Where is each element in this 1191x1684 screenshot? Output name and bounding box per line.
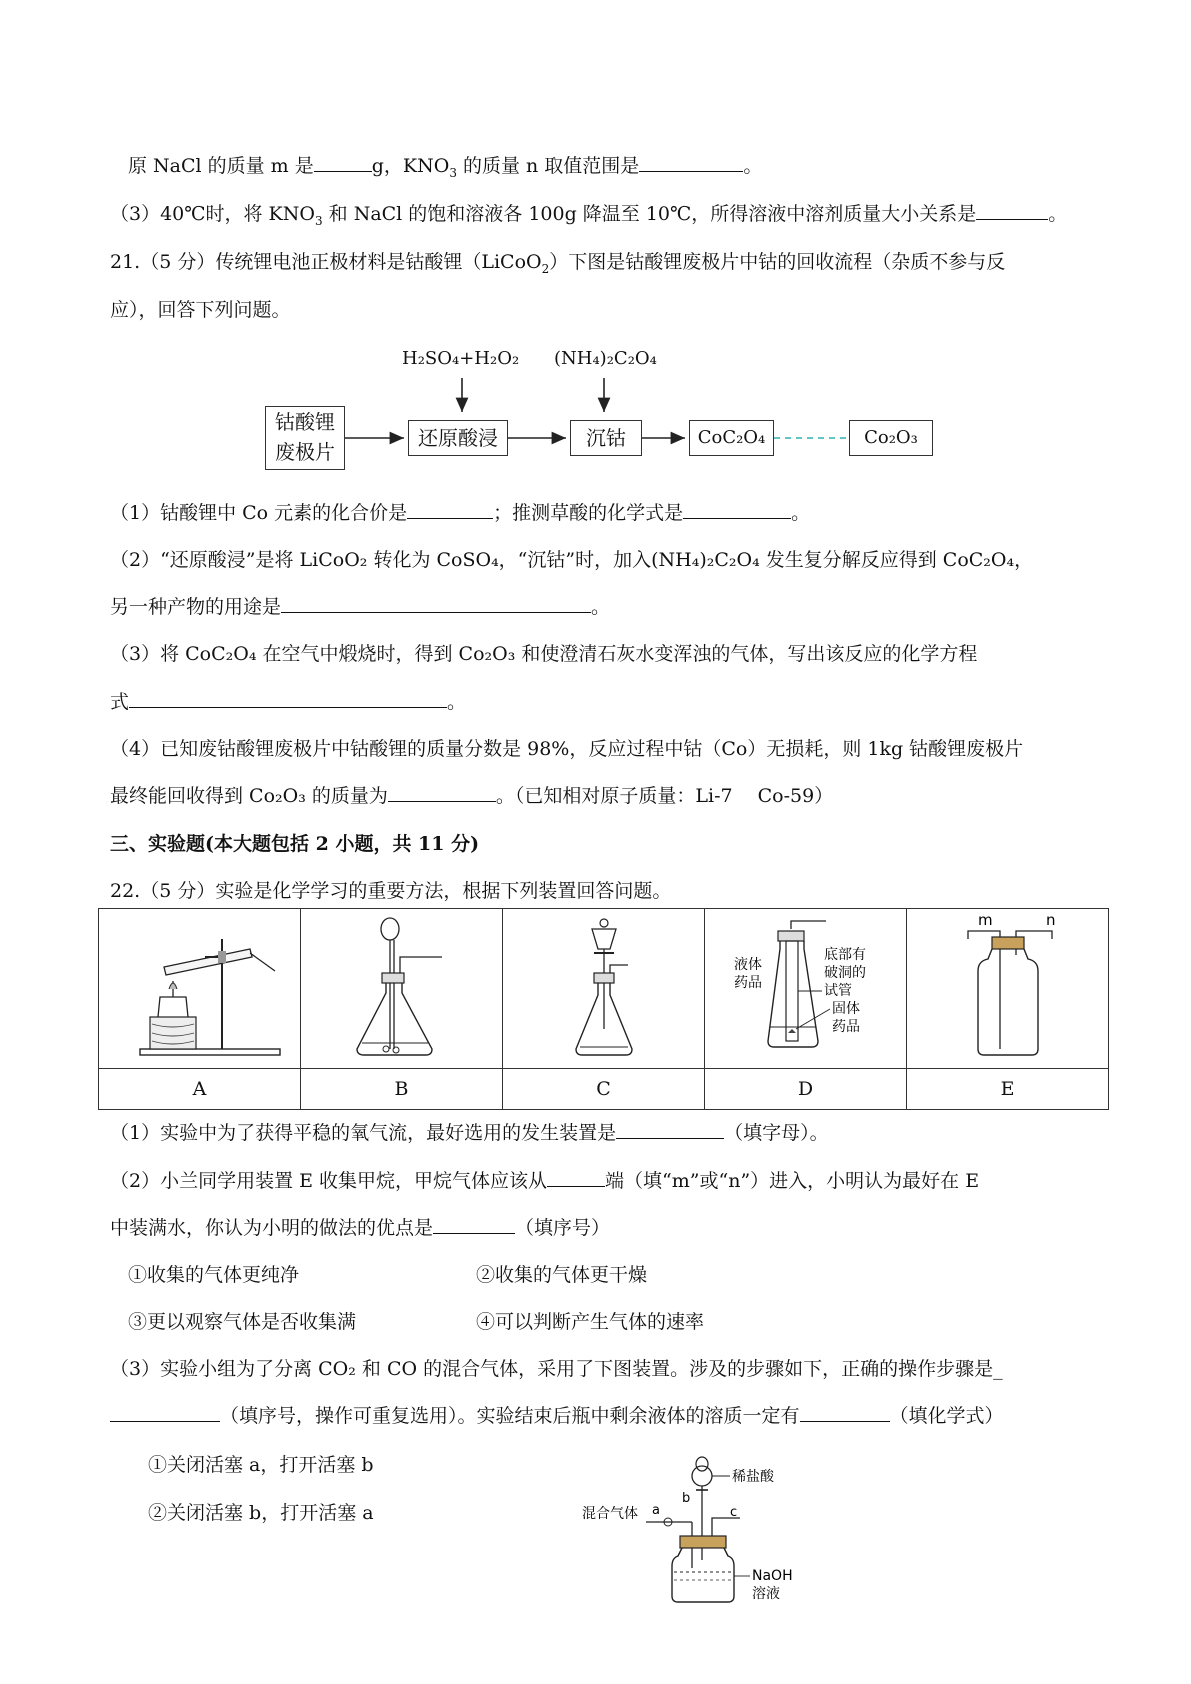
label-a: A bbox=[99, 1069, 301, 1110]
label-reagent: 药品 bbox=[734, 975, 762, 991]
text: 最终能回收得到 Co₂O₃ 的质量为 bbox=[110, 785, 388, 807]
label-outlet-c: c bbox=[730, 1505, 738, 1520]
port-m-label: m bbox=[978, 911, 993, 929]
box-label: 钴酸锂 bbox=[275, 410, 335, 434]
box-waste-electrode bbox=[265, 406, 345, 470]
q22-part-2a bbox=[110, 1168, 979, 1194]
q22-part-3b bbox=[110, 1403, 1004, 1429]
q22-part-1 bbox=[110, 1120, 829, 1146]
text: 。 bbox=[791, 502, 811, 524]
label-tube: 试管 bbox=[824, 983, 852, 999]
label-mixed-gas: 混合气体 bbox=[582, 1506, 638, 1522]
reagent-h2so4-h2o2: H₂SO₄+H₂O₂ bbox=[402, 348, 520, 369]
box-coc2o4: CoC₂O₄ bbox=[689, 420, 774, 456]
text: （填化学式） bbox=[889, 1405, 1004, 1427]
text: （1）钴酸锂中 Co 元素的化合价是 bbox=[110, 502, 408, 524]
label-naoh: NaOH bbox=[752, 1568, 793, 1584]
apparatus-c-cell[interactable] bbox=[503, 909, 705, 1069]
label-hole: 破洞的 bbox=[824, 965, 866, 981]
apparatus-b-cell[interactable] bbox=[301, 909, 503, 1069]
answer-blank[interactable] bbox=[616, 1120, 724, 1139]
label-c: C bbox=[503, 1069, 705, 1110]
label-dilute-hcl: 稀盐酸 bbox=[732, 1469, 774, 1485]
label-e: E bbox=[907, 1069, 1109, 1110]
label-liquid: 液体 bbox=[734, 957, 762, 973]
option-2: ②收集的气体更干燥 bbox=[476, 1264, 648, 1286]
label-bottom: 底部有 bbox=[824, 947, 866, 963]
text: 端（填“m”或“n”）进入，小明认为最好在 E bbox=[605, 1170, 980, 1192]
box-co2o3: Co₂O₃ bbox=[849, 420, 933, 456]
option-4: ④可以判断产生气体的速率 bbox=[476, 1311, 705, 1333]
q22-intro: 22.（5 分）实验是化学学习的重要方法，根据下列装置回答问题。 bbox=[110, 880, 672, 902]
text: 。 bbox=[1048, 203, 1068, 225]
q21-intro-2: 应），回答下列问题。 bbox=[110, 299, 291, 321]
label-solid: 固体 bbox=[832, 1001, 860, 1017]
text: 。 bbox=[591, 596, 611, 618]
text: 的质量 n 取值范围是 bbox=[456, 155, 640, 177]
label-valve-a: a bbox=[652, 1503, 660, 1518]
port-n-label: n bbox=[1046, 911, 1056, 929]
q21-part-4b bbox=[110, 783, 833, 809]
apparatus-table bbox=[98, 908, 1109, 1110]
text: （3）40℃时，将 KNO bbox=[110, 203, 315, 225]
apparatus-c-separatory-funnel-flask bbox=[504, 909, 703, 1063]
label-reagent-2: 药品 bbox=[832, 1019, 860, 1035]
box-label: 废极片 bbox=[275, 440, 335, 464]
text: （填序号，操作可重复选用）。实验结束后瓶中剩余液体的溶质一定有 bbox=[220, 1405, 800, 1427]
answer-blank[interactable] bbox=[547, 1168, 605, 1187]
section-3-heading: 三、实验题(本大题包括 2 小题，共 11 分) bbox=[110, 833, 480, 855]
text: 中装满水，你认为小明的做法的优点是 bbox=[110, 1217, 434, 1239]
label-solution: 溶液 bbox=[752, 1586, 780, 1602]
label-b: B bbox=[301, 1069, 503, 1110]
text: 。 bbox=[743, 155, 763, 177]
answer-blank[interactable] bbox=[129, 689, 447, 708]
step-2: ②关闭活塞 b，打开活塞 a bbox=[148, 1502, 374, 1524]
text: g，KNO bbox=[371, 155, 450, 177]
apparatus-a-cell[interactable] bbox=[99, 909, 301, 1069]
text: ）下图是钴酸锂废极片中钴的回收流程（杂质不参与反 bbox=[549, 251, 1006, 273]
apparatus-e-gas-bottle bbox=[908, 909, 1107, 1063]
subscript: 3 bbox=[314, 213, 323, 228]
text: 。（已知相对原子质量：Li-7 Co-59） bbox=[495, 785, 834, 807]
text: 和 NaCl 的饱和溶液各 100g 降温至 10℃，所得溶液中溶剂质量大小关系是 bbox=[322, 203, 977, 225]
text: 式 bbox=[110, 691, 130, 713]
gas-separation-figure bbox=[570, 1456, 810, 1606]
answer-blank[interactable] bbox=[433, 1215, 515, 1234]
apparatus-b-long-funnel-flask bbox=[302, 909, 501, 1063]
label-d: D bbox=[705, 1069, 907, 1110]
answer-blank[interactable] bbox=[683, 500, 791, 519]
answer-blank[interactable] bbox=[281, 594, 591, 613]
label-valve-b: b bbox=[682, 1491, 691, 1506]
text: 。 bbox=[447, 691, 467, 713]
apparatus-e-cell[interactable] bbox=[907, 909, 1109, 1069]
q21-part-2b bbox=[110, 594, 610, 620]
q21-part-3b bbox=[110, 689, 466, 715]
apparatus-a-heating-tube bbox=[100, 909, 299, 1063]
box-reductive-acid-leach: 还原酸浸 bbox=[408, 420, 508, 456]
text: （填序号） bbox=[515, 1217, 611, 1239]
q22-part-2b bbox=[110, 1215, 610, 1241]
text: （填字母）。 bbox=[724, 1122, 829, 1144]
subscript: 3 bbox=[449, 165, 457, 180]
q22-part-3a: （3）实验小组为了分离 CO₂ 和 CO 的混合气体，采用了下图装置。涉及的步骤如下，正确的操作步骤是_ bbox=[110, 1358, 1003, 1380]
q21-part-1 bbox=[110, 500, 810, 526]
text: 21.（5 分）传统锂电池正极材料是钴酸锂（LiCoO bbox=[110, 251, 542, 273]
step-1: ①关闭活塞 a，打开活塞 b bbox=[148, 1454, 374, 1476]
option-3: ③更以观察气体是否收集满 bbox=[128, 1311, 357, 1333]
q21-part-2a: （2）“还原酸浸”是将 LiCoO₂ 转化为 CoSO₄，“沉钴”时，加入(NH₄)₂C₂O₄ 发生复分解反应得到 CoC₂O₄， bbox=[110, 549, 1034, 571]
q21-part-4a: （4）已知废钴酸锂废极片中钴酸锂的质量分数是 98%，反应过程中钴（Co）无损耗，则 1kg 钴酸锂废极片 bbox=[110, 738, 1024, 760]
answer-blank[interactable] bbox=[110, 1403, 220, 1422]
text: 另一种产物的用途是 bbox=[110, 596, 282, 618]
apparatus-d-cell[interactable] bbox=[705, 909, 907, 1069]
answer-blank[interactable] bbox=[800, 1403, 890, 1422]
text: ；推测草酸的化学式是 bbox=[493, 502, 684, 524]
text: （1）实验中为了获得平稳的氧气流，最好选用的发生装置是 bbox=[110, 1122, 617, 1144]
option-1: ①收集的气体更纯净 bbox=[128, 1264, 300, 1286]
text: 原 NaCl 的质量 m 是 bbox=[128, 155, 314, 177]
box-cobalt-precipitation: 沉钴 bbox=[570, 420, 642, 456]
answer-blank[interactable] bbox=[407, 500, 493, 519]
apparatus-d-simple-generator bbox=[706, 909, 905, 1063]
subscript: 2 bbox=[541, 261, 550, 276]
reagent-ammonium-oxalate: (NH₄)₂C₂O₄ bbox=[554, 348, 657, 369]
answer-blank[interactable] bbox=[388, 783, 496, 802]
q21-part-3a: （3）将 CoC₂O₄ 在空气中煅烧时，得到 Co₂O₃ 和使澄清石灰水变浑浊的气体，写出该反应的化学方程 bbox=[110, 643, 978, 665]
text: （2）小兰同学用装置 E 收集甲烷，甲烷气体应该从 bbox=[110, 1170, 548, 1192]
